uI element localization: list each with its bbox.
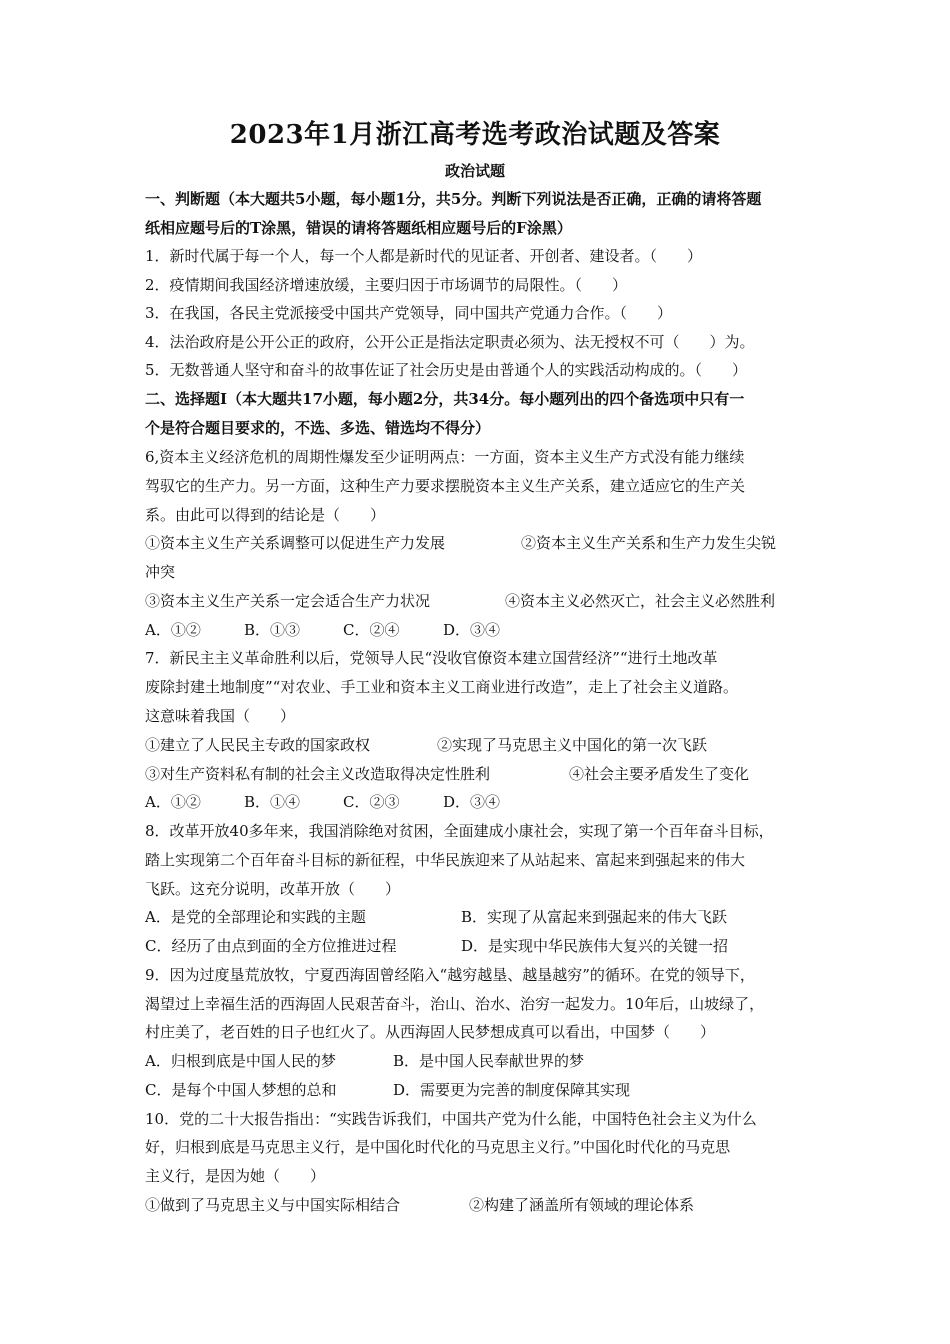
question-7-statement-1: ①建立了人民民主专政的国家政权 (145, 736, 371, 754)
question-8-option-a: A．是党的全部理论和实践的主题 (145, 908, 366, 926)
question-7-line2: 废除封建土地制度”“对农业、手工业和资本主义工商业进行改造”，走上了社会主义道路。 (145, 678, 739, 696)
question-6-option-d: D．③④ (443, 621, 501, 639)
question-6-option-b: B．①③ (244, 621, 301, 639)
question-7-statement-2: ②实现了马克思主义中国化的第一次飞跃 (437, 736, 708, 754)
question-6-option-a: A．①② (145, 621, 201, 639)
section2-heading-line2: 个是符合题目要求的，不选、多选、错选均不得分） (145, 419, 491, 437)
question-10-line1: 10．党的二十大报告指出：“实践告诉我们，中国共产党为什么能，中国特色社会主义为什么 (145, 1110, 757, 1128)
question-7-line3: 这意味着我国（ ） (145, 707, 296, 725)
page-title: 2023年1月浙江高考选考政治试题及答案 (229, 120, 721, 150)
question-6-statement-2-cont: 冲突 (145, 563, 176, 581)
question-4: 4．法治政府是公开公正的政府，公开公正是指法定职责必须为、法无授权不可（ ）为。 (145, 333, 755, 351)
question-6-statement-2: ②资本主义生产关系和生产力发生尖锐 (521, 534, 777, 552)
question-7-line1: 7．新民主主义革命胜利以后，党领导人民“没收官僚资本建立国营经济”“进行土地改革 (145, 649, 718, 667)
question-8-line2: 踏上实现第二个百年奋斗目标的新征程，中华民族迎来了从站起来、富起来到强起来的伟大 (145, 851, 746, 869)
question-7-option-d: D．③④ (443, 793, 501, 811)
question-7-statement-3: ③对生产资料私有制的社会主义改造取得决定性胜利 (145, 765, 491, 783)
question-9-option-d: D．需要更为完善的制度保障其实现 (393, 1081, 631, 1099)
question-8-line1: 8．改革开放40多年来，我国消除绝对贫困，全面建成小康社会，实现了第一个百年奋斗目标， (145, 822, 774, 840)
question-8-option-c: C．经历了由点到面的全方位推进过程 (145, 937, 397, 955)
question-9-line2: 渴望过上幸福生活的西海固人民艰苦奋斗，治山、治水、治穷一起发力。10年后，山坡绿了， (145, 995, 765, 1013)
section1-heading-line2: 纸相应题号后的T涂黑，错误的请将答题纸相应题号后的F涂黑） (145, 219, 572, 237)
question-6-statement-1: ①资本主义生产关系调整可以促进生产力发展 (145, 534, 446, 552)
question-9-option-c: C．是每个中国人梦想的总和 (145, 1081, 337, 1099)
question-9-line1: 9．因为过度垦荒放牧，宁夏西海固曾经陷入“越穷越垦、越垦越穷”的循环。在党的领导下， (145, 966, 755, 984)
question-7-option-a: A．①② (145, 793, 201, 811)
page-subtitle: 政治试题 (444, 162, 505, 180)
section2-heading-line1: 二、选择题Ⅰ（本大题共17小题，每小题2分，共34分。每小题列出的四个备选项中只有一 (145, 390, 745, 408)
question-6-line2: 驾驭它的生产力。另一方面，这种生产力要求摆脱资本主义生产关系，建立适应它的生产关 (145, 477, 746, 495)
question-7-option-b: B．①④ (244, 793, 301, 811)
question-9-option-a: A．归根到底是中国人民的梦 (145, 1052, 336, 1070)
question-6-option-c: C．②④ (343, 621, 400, 639)
question-9-option-b: B．是中国人民奉献世界的梦 (393, 1052, 585, 1070)
question-10-statement-2: ②构建了涵盖所有领域的理论体系 (469, 1196, 695, 1214)
question-8-option-b: B．实现了从富起来到强起来的伟大飞跃 (461, 908, 728, 926)
question-10-line2: 好，归根到底是马克思主义行，是中国化时代化的马克思主义行。”中国化时代化的马克思 (145, 1138, 731, 1156)
question-6-line1: 6,资本主义经济危机的周期性爆发至少证明两点：一方面，资本主义生产方式没有能力继续 (145, 448, 745, 466)
question-6-statement-4: ④资本主义必然灭亡，社会主义必然胜利 (505, 592, 776, 610)
question-8-option-d: D．是实现中华民族伟大复兴的关键一招 (461, 937, 729, 955)
question-3: 3．在我国，各民主党派接受中国共产党领导，同中国共产党通力合作。（ ） (145, 304, 673, 322)
question-6-statement-3: ③资本主义生产关系一定会适合生产力状况 (145, 592, 431, 610)
question-7-option-c: C．②③ (343, 793, 400, 811)
question-2: 2．疫情期间我国经济增速放缓，主要归因于市场调节的局限性。（ ） (145, 276, 628, 294)
question-10-statement-1: ①做到了马克思主义与中国实际相结合 (145, 1196, 401, 1214)
question-5: 5．无数普通人坚守和奋斗的故事佐证了社会历史是由普通个人的实践活动构成的。（ ） (145, 361, 748, 379)
question-10-line3: 主义行，是因为她（ ） (145, 1167, 326, 1185)
question-7-statement-4: ④社会主要矛盾发生了变化 (569, 765, 750, 783)
question-6-line3: 系。由此可以得到的结论是（ ） (145, 506, 386, 524)
question-9-line3: 村庄美了，老百姓的日子也红火了。从西海固人民梦想成真可以看出，中国梦（ ） (145, 1023, 716, 1041)
question-1: 1．新时代属于每一个人，每一个人都是新时代的见证者、开创者、建设者。（ ） (145, 247, 703, 265)
section1-heading-line1: 一、判断题（本大题共5小题，每小题1分，共5分。判断下列说法是否正确，正确的请将答题 (145, 190, 762, 208)
question-8-line3: 飞跃。这充分说明，改革开放（ ） (145, 880, 401, 898)
